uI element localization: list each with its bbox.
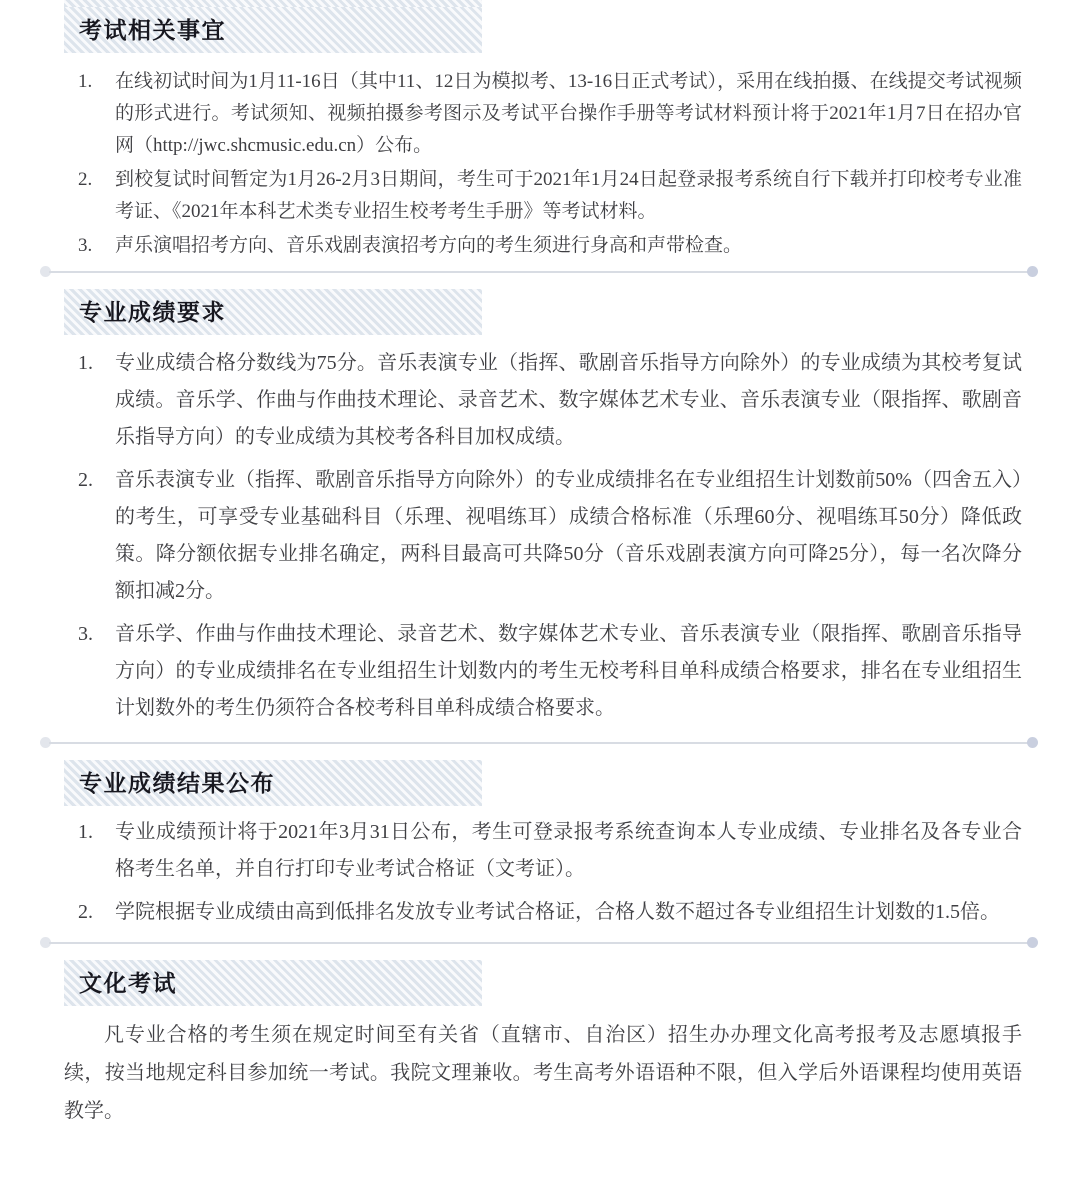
- list-item: [78, 616, 1022, 727]
- list-marker: 2.: [78, 169, 93, 190]
- list-marker: 1.: [78, 71, 93, 92]
- section-header: [64, 760, 482, 806]
- list-marker: 2.: [78, 469, 93, 491]
- list-marker: 3.: [78, 235, 93, 256]
- list-item: [78, 164, 1022, 228]
- section-divider: [40, 266, 1038, 277]
- section-title: 文化考试: [79, 970, 177, 996]
- section-title: 专业成绩要求: [79, 299, 226, 325]
- list-item-text: 在线初试时间为1月11-16日（其中11、12日为模拟考、13-16日正式考试），采用在线拍摄、在线提交考试视频的形式进行。考试须知、视频拍摄参考图示及考试平台操作手册等考试材料预计将于2021年1月7日在招办官网（http://jwc.shcmusic.edu.cn）公布。: [115, 71, 1022, 156]
- list-marker: 1.: [78, 352, 93, 374]
- section-header: [64, 289, 482, 335]
- section-exam-matters: [0, 7, 1080, 262]
- list-item-text: 专业成绩预计将于2021年3月31日公布，考生可登录报考系统查询本人专业成绩、专业排名及各专业合格考生名单，并自行打印专业考试合格证（文考证）。: [115, 821, 1022, 880]
- list-item-text: 到校复试时间暂定为1月26-2月3日期间，考生可于2021年1月24日起登录报考系统自行下载并打印校考专业准考证、《2021年本科艺术类专业招生校考考生手册》等考试材料。: [115, 169, 1022, 222]
- section-title: 考试相关事宜: [79, 17, 226, 43]
- divider-dot-right-icon: [1027, 937, 1038, 948]
- section-divider: [40, 737, 1038, 748]
- divider-line: [49, 742, 1029, 744]
- list-item: [78, 814, 1022, 888]
- list-item: [78, 462, 1022, 610]
- section-header: [64, 7, 482, 53]
- section-score-publication: [0, 760, 1080, 931]
- list-item-text: 音乐学、作曲与作曲技术理论、录音艺术、数字媒体艺术专业、音乐表演专业（限指挥、歌剧音乐指导方向）的专业成绩排名在专业组招生计划数内的考生无校考科目单科成绩合格要求，排名在专业组招生计划数外的考生仍须符合各校考科目单科成绩合格要求。: [115, 623, 1022, 719]
- exam-matters-list: [78, 66, 1022, 262]
- cultural-exam-paragraph: 凡专业合格的考生须在规定时间至有关省（直辖市、自治区）招生办办理文化高考报考及志愿填报手续，按当地规定科目参加统一考试。我院文理兼收。考生高考外语语种不限，但入学后外语课程均使用英语教学。: [64, 1024, 1022, 1122]
- divider-line: [49, 271, 1029, 273]
- divider-dot-right-icon: [1027, 266, 1038, 277]
- list-item: [78, 230, 1022, 262]
- divider-line: [49, 942, 1029, 944]
- section-title: 专业成绩结果公布: [79, 770, 275, 796]
- list-marker: 1.: [78, 821, 93, 843]
- list-item-text: 声乐演唱招考方向、音乐戏剧表演招考方向的考生须进行身高和声带检查。: [115, 235, 743, 256]
- list-item-text: 学院根据专业成绩由高到低排名发放专业考试合格证，合格人数不超过各专业组招生计划数的1.5倍。: [115, 901, 1000, 923]
- previous-section-remnant: [64, 0, 482, 7]
- list-item: [78, 345, 1022, 456]
- list-item: [78, 66, 1022, 162]
- list-marker: 2.: [78, 901, 93, 923]
- list-marker: 3.: [78, 623, 93, 645]
- section-cultural-exam: [0, 960, 1080, 1130]
- list-item: [78, 894, 1022, 931]
- section-header: [64, 960, 482, 1006]
- section-divider: [40, 937, 1038, 948]
- list-item-text: 音乐表演专业（指挥、歌剧音乐指导方向除外）的专业成绩排名在专业组招生计划数前50%（四舍五入）的考生，可享受专业基础科目（乐理、视唱练耳）成绩合格标准（乐理60分、视唱练耳50分）降低政策。降分额依据专业排名确定，两科目最高可共降50分（音乐戏剧表演方向可降25分），每一名次降分额扣减2分。: [115, 469, 1022, 602]
- score-requirements-list: [78, 345, 1022, 727]
- section-score-requirements: [0, 289, 1080, 727]
- divider-dot-right-icon: [1027, 737, 1038, 748]
- list-item-text: 专业成绩合格分数线为75分。音乐表演专业（指挥、歌剧音乐指导方向除外）的专业成绩为其校考复试成绩。音乐学、作曲与作曲技术理论、录音艺术、数字媒体艺术专业、音乐表演专业（限指挥、歌剧音乐指导方向）的专业成绩为其校考各科目加权成绩。: [115, 352, 1022, 448]
- score-publication-list: [78, 814, 1022, 931]
